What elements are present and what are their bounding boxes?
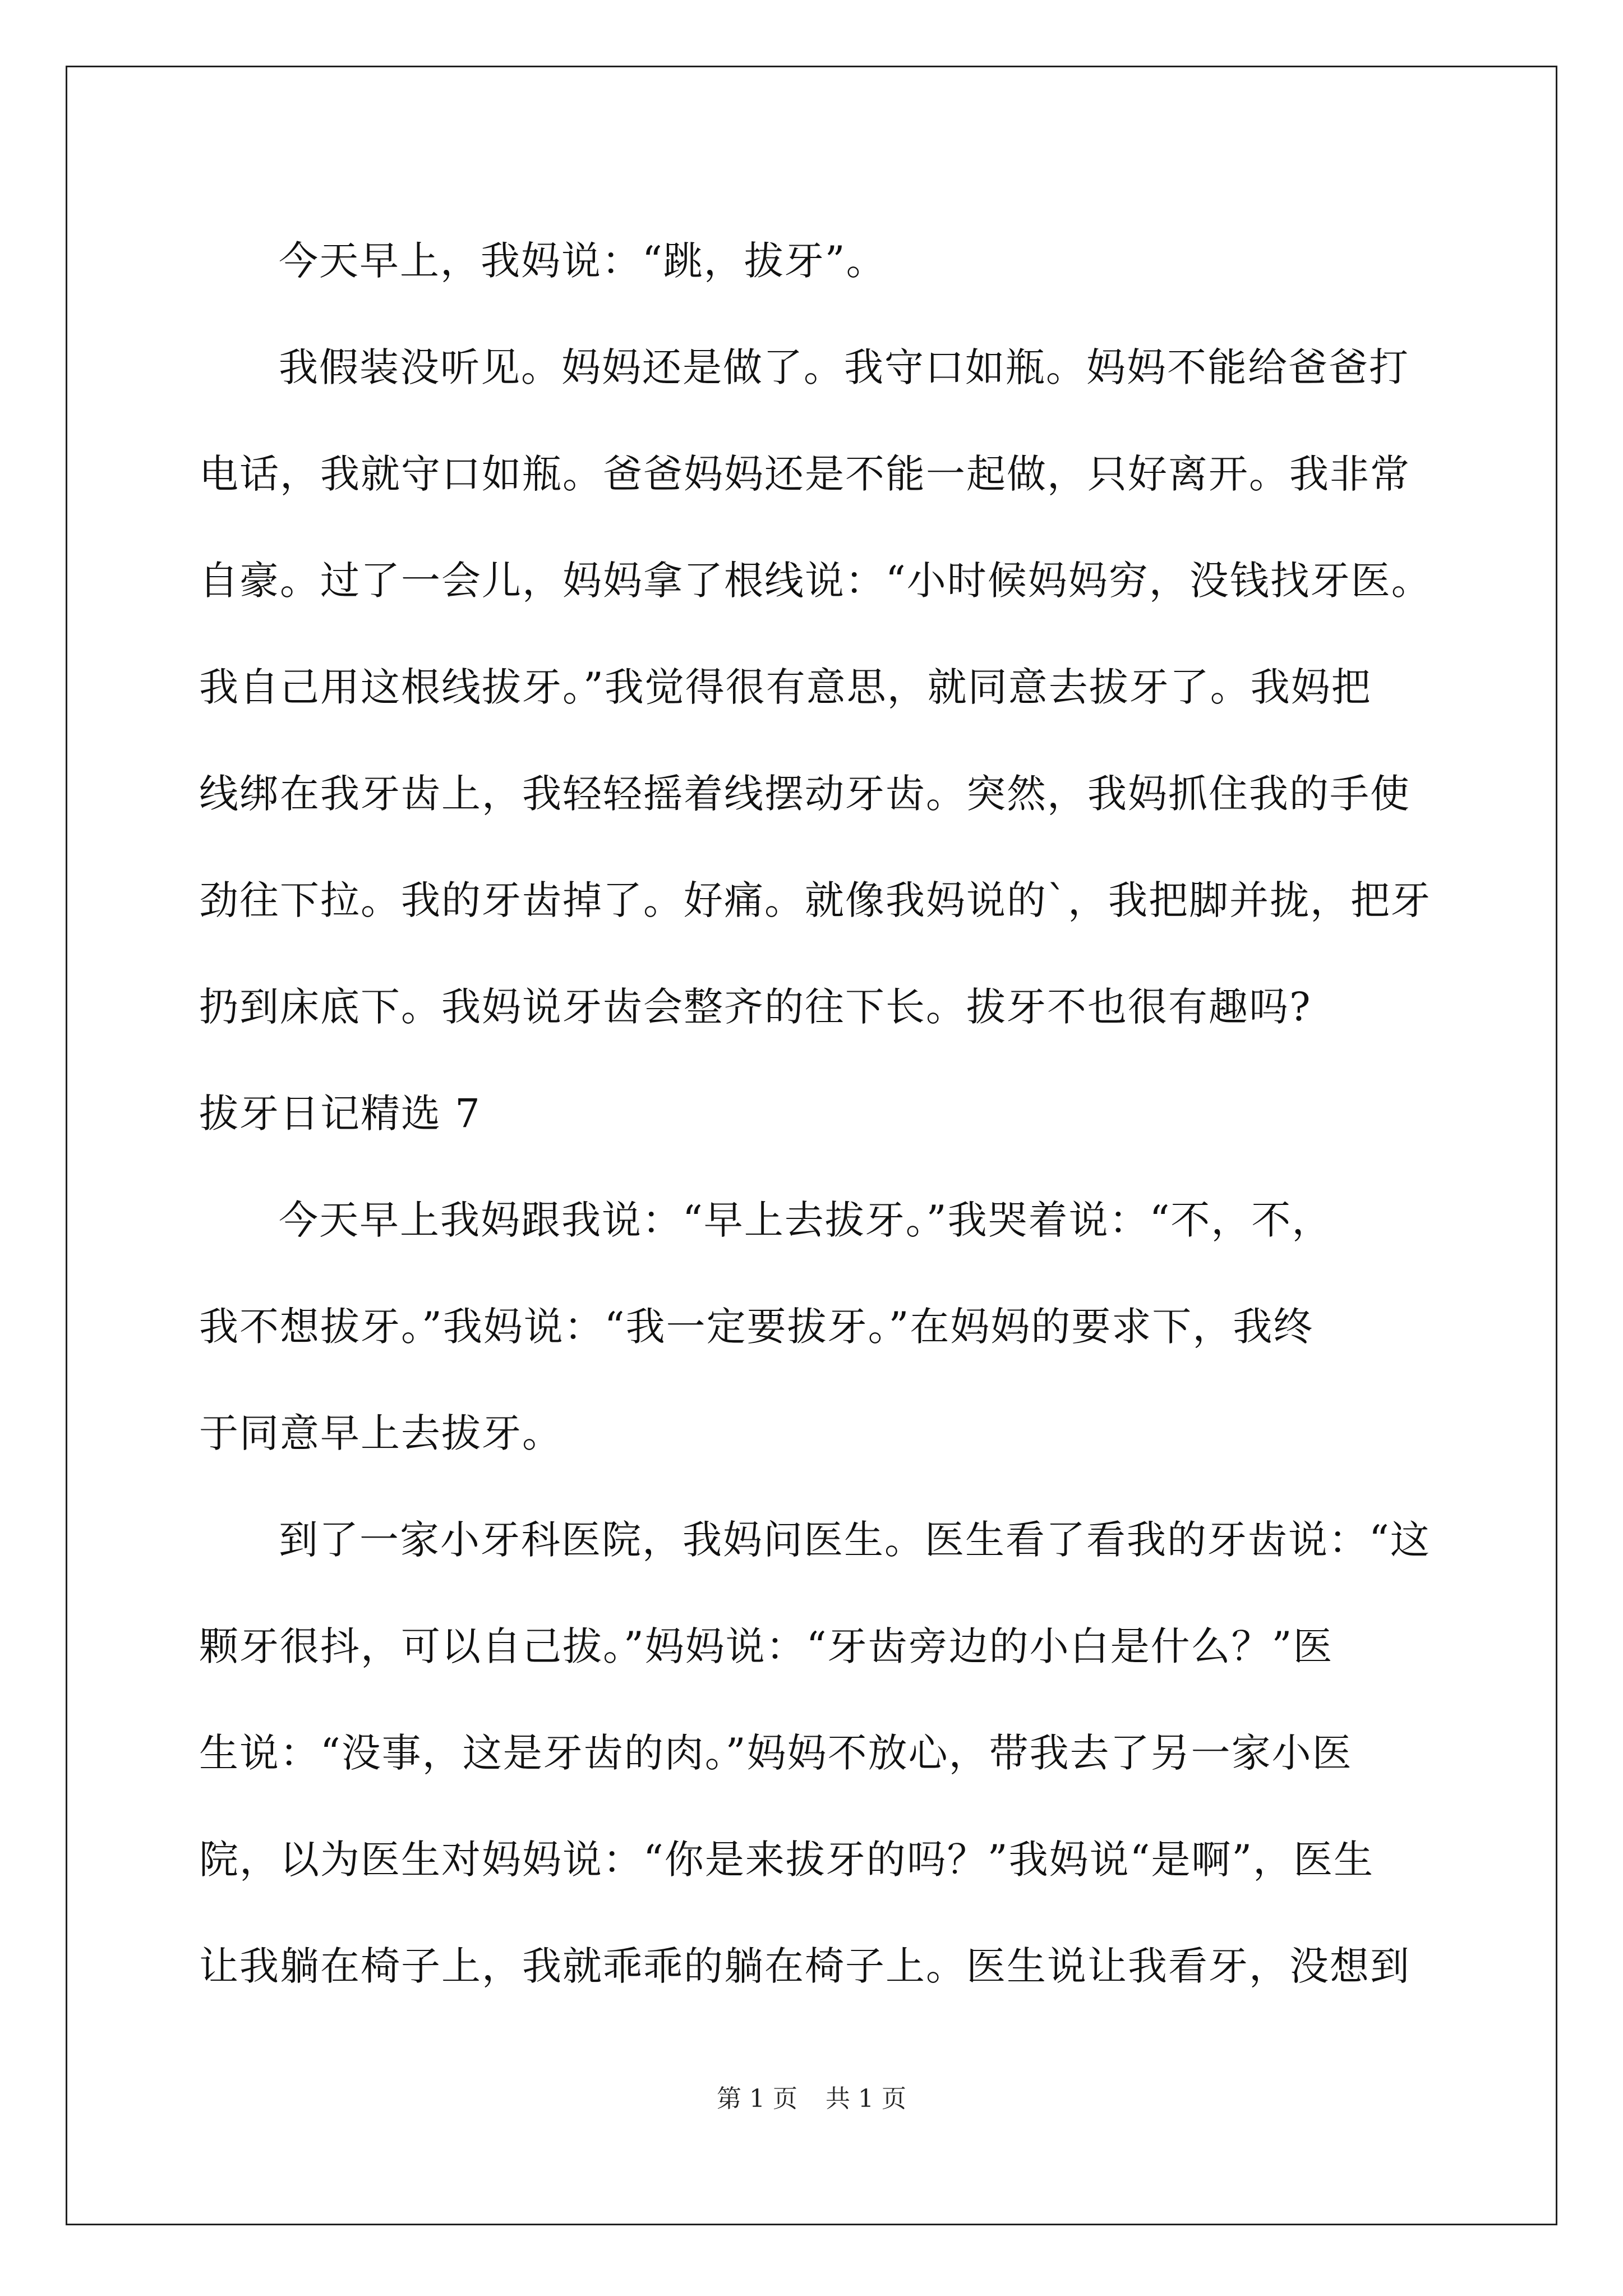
document-body [199,208,1432,2019]
paragraph-line: 线绑在我牙齿上，我轻轻摇着线摆动牙齿。突然，我妈抓住我的手使 [199,771,1410,817]
page-count: 共 1 页 [826,2085,906,2113]
page-footer [0,2082,1623,2116]
paragraph-line: 今天早上我妈跟我说：“早上去拔牙。”我哭着说：“不，不， [279,1197,1332,1243]
paragraph-line: 我不想拔牙。”我妈说：“我一定要拔牙。”在妈妈的要求下，我终 [199,1304,1314,1350]
section-heading: 拔牙日记精选 7 [199,1091,481,1137]
paragraph-line: 颗牙很抖，可以自己拔。”妈妈说：“牙齿旁边的小白是什么？”医 [199,1623,1334,1669]
paragraph-line: 劲往下拉。我的牙齿掉了。好痛。就像我妈说的`，我把脚并拢，把牙 [199,877,1431,923]
page-number: 第 1 页 [717,2085,797,2113]
paragraph-line: 让我躺在椅子上，我就乖乖的躺在椅子上。医生说让我看牙，没想到 [199,1943,1410,1989]
paragraph-line: 院，以为医生对妈妈说：“你是来拔牙的吗？”我妈说“是啊”，医生 [199,1837,1375,1883]
paragraph-line: 扔到床底下。我妈说牙齿会整齐的往下长。拔牙不也很有趣吗? [199,984,1312,1030]
paragraph-line: 自豪。过了一会儿，妈妈拿了根线说：“小时候妈妈穷，没钱找牙医。 [199,558,1432,604]
paragraph-line: 电话，我就守口如瓶。爸爸妈妈还是不能一起做，只好离开。我非常 [199,451,1410,497]
paragraph-line: 于同意早上去拔牙。 [199,1410,562,1456]
paragraph-line: 生说：“没事，这是牙齿的肉。”妈妈不放心，带我去了另一家小医 [199,1730,1353,1776]
paragraph-line: 今天早上，我妈说：“跳，拔牙”。 [279,238,887,284]
paragraph-line: 到了一家小牙科医院，我妈问医生。医生看了看我的牙齿说：“这 [279,1517,1431,1563]
paragraph-line: 我自己用这根线拔牙。”我觉得很有意思，就同意去拔牙了。我妈把 [199,664,1372,710]
paragraph-line: 我假装没听见。妈妈还是做了。我守口如瓶。妈妈不能给爸爸打 [279,344,1409,390]
